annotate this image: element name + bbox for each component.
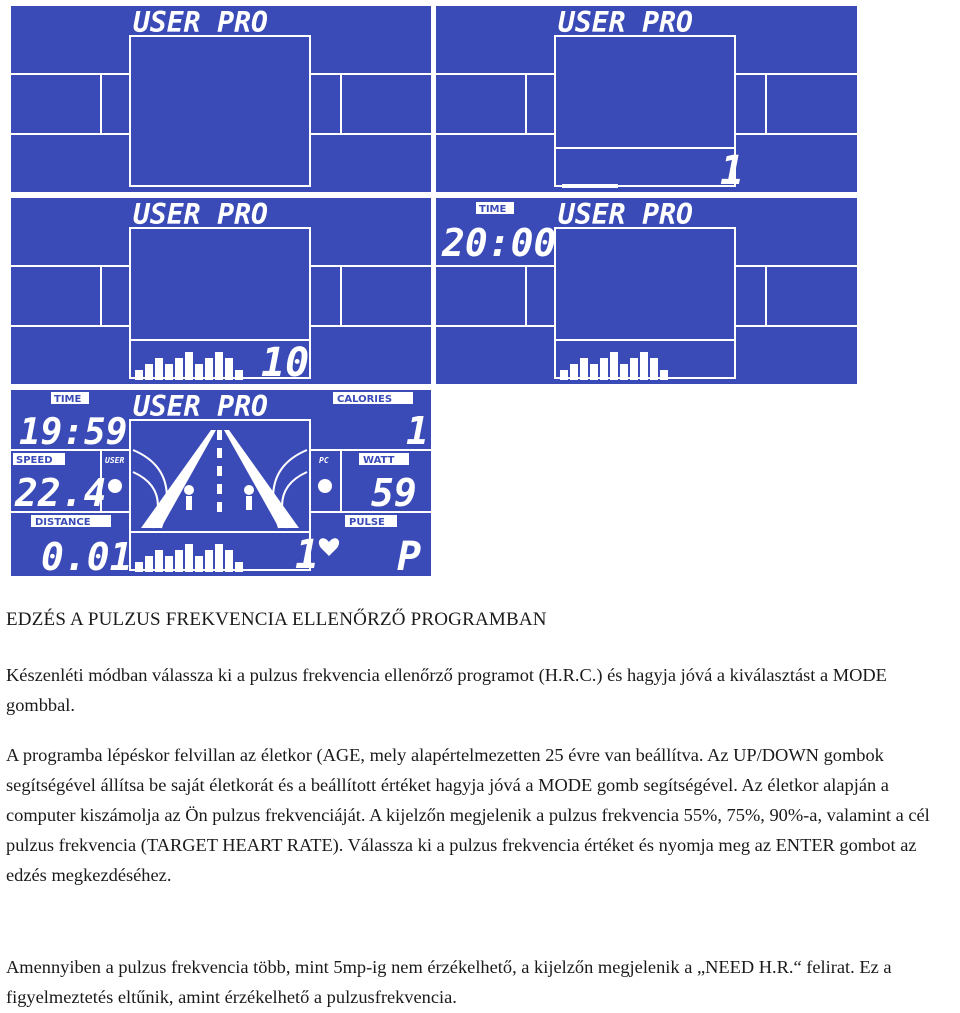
cyclist-icon — [244, 485, 254, 495]
calories-label: CALORIES — [337, 394, 393, 405]
speed-value: 22.4 — [15, 471, 107, 515]
lcd-panel-user-pro-4 — [436, 198, 857, 384]
lcd-level-value: 1 — [720, 148, 745, 192]
calories-value: 1 — [406, 409, 429, 453]
lcd-display-1 — [11, 6, 431, 192]
speed-label: SPEED — [16, 455, 53, 466]
program-profile-graph — [135, 544, 243, 572]
paragraph-1: Készenléti módban válassza ki a pulzus frekvencia ellenőrző programot (H.R.C.) és hagyja jóvá a kiválasztást a MODE gombbal. — [6, 665, 887, 715]
lcd-title: USER PRO — [133, 198, 268, 231]
program-profile-graph — [560, 352, 668, 380]
heart-icon — [319, 538, 339, 556]
lcd-panel-user-pro-1 — [11, 6, 431, 192]
lcd-title: USER PRO — [133, 390, 268, 423]
time-value: 20:00 — [442, 221, 557, 265]
pc-indicator-dot — [318, 479, 332, 493]
watt-value: 59 — [371, 471, 417, 515]
pulse-value: P — [397, 534, 422, 576]
lcd-title: USER PRO — [133, 6, 268, 39]
section-heading: EDZÉS A PULZUS FREKVENCIA ELLENŐRZŐ PROGRAMBAN — [6, 609, 547, 630]
time-value: 19:59 — [19, 412, 128, 453]
pulse-label: PULSE — [349, 517, 385, 528]
program-profile-graph — [135, 352, 243, 380]
lcd-panel-user-pro-2 — [436, 6, 857, 192]
dot-matrix-bar — [562, 184, 618, 188]
time-label: TIME — [54, 394, 82, 405]
paragraph-3: Amennyiben a pulzus frekvencia több, mint 5mp-ig nem érzékelhető, a kijelzőn megjelenik a „NEED H.R.“ felirat. Ez a figyelmeztetés eltűnik, amint érzékelhető a pulzusfrekvencia. — [6, 957, 892, 1007]
lcd-title: USER PRO — [558, 198, 693, 231]
lcd-panel-workout — [11, 390, 431, 576]
road-scene — [133, 430, 307, 528]
pc-label: PC — [319, 456, 329, 465]
time-label: TIME — [479, 204, 507, 215]
lcd-display-3 — [11, 198, 431, 384]
distance-label: DISTANCE — [35, 517, 91, 528]
lcd-title: USER PRO — [558, 6, 693, 39]
paragraph-2: A programba lépéskor felvillan az életkor (AGE, mely alapértelmezetten 25 évre van beállítva. Az UP/DOWN gombok segítségével állítsa be saját életkorát és a beállított értéket hagyja jóvá a MODE gomb segítségével. Az életkor alapján a computer kiszámolja az Ön pulzus frekvenciáját. A kijelzőn megjelenik a pulzus frekvencia 55%, 75%, 90%-a, valamint a cél pulzus frekvencia (TARGET HEART RATE). Válassza ki a pulzus frekvencia értéket és nyomja meg az ENTER gombot az edzés megkezdéséhez. — [6, 745, 930, 885]
lcd-level-value: 1 — [295, 532, 320, 576]
lcd-display-2 — [436, 6, 857, 192]
lcd-display-5 — [11, 390, 431, 576]
lcd-panel-user-pro-3 — [11, 198, 431, 384]
distance-value: 0.01 — [41, 535, 133, 576]
watt-label: WATT — [363, 455, 395, 466]
lcd-display-4 — [436, 198, 857, 384]
user-indicator-dot — [108, 479, 122, 493]
lcd-level-value: 10 — [261, 340, 310, 384]
cyclist-icon — [184, 485, 194, 495]
user-label: USER — [105, 456, 125, 465]
